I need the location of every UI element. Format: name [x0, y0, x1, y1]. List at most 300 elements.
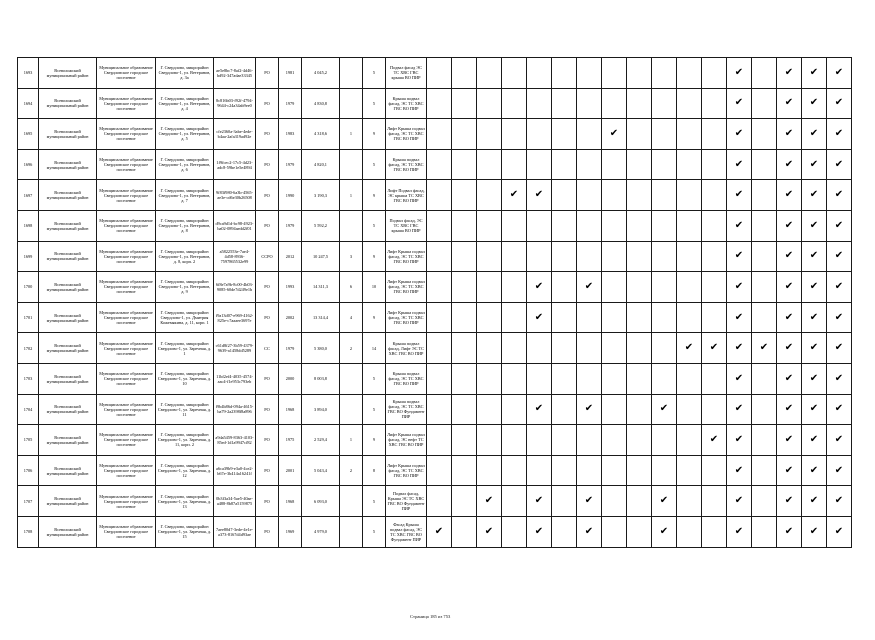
check-mark-icon: ✔ [784, 219, 794, 231]
check-cell [527, 58, 552, 89]
table-row [18, 425, 852, 456]
count-cell [340, 210, 363, 241]
check-cell [502, 516, 527, 547]
works-cell: Лифт Крыша подвал фасад, ЭС ТС ХВС ГВС ВО ПИР [386, 455, 427, 486]
check-cell [752, 516, 777, 547]
check-cell [752, 363, 777, 394]
check-cell [802, 88, 827, 119]
check-mark-icon: ✔ [784, 127, 794, 139]
check-cell [502, 486, 527, 517]
check-cell [627, 180, 652, 211]
year-cell: 2002 [279, 302, 302, 333]
district-cell: Всеволожский муниципальный район [39, 455, 97, 486]
check-cell [652, 425, 677, 456]
check-mark-icon: ✔ [659, 495, 669, 507]
check-mark-icon: ✔ [759, 342, 769, 354]
check-cell [627, 516, 652, 547]
check-cell [427, 272, 452, 303]
check-mark-icon: ✔ [809, 372, 819, 384]
check-cell [827, 455, 852, 486]
check-cell [552, 58, 577, 89]
check-cell [802, 363, 827, 394]
check-cell [427, 241, 452, 272]
municipality-cell: Муниципальное образование Свердловское городское поселение [97, 210, 156, 241]
check-cell [827, 333, 852, 364]
check-cell [577, 363, 602, 394]
check-cell [677, 272, 702, 303]
table-row [18, 241, 852, 272]
works-cell: Крыша подвал фасад, ЭС ТС ХВС ГВС ВО Фундамент ПИР [386, 394, 427, 425]
year-cell: 1979 [279, 88, 302, 119]
check-mark-icon: ✔ [809, 403, 819, 415]
uid-cell: 8c816b03-f92f-4794-9644-c24a34ab9ee0 [214, 88, 256, 119]
check-mark-icon: ✔ [659, 525, 669, 537]
table-row [18, 302, 852, 333]
address-cell: Г. Свердлово, микрорайон Свердлово-1, ул. Ветеранов, д. 4 [156, 88, 214, 119]
check-mark-icon: ✔ [809, 97, 819, 109]
uid-cell: 1f9fcec2-17c5-4d23-adc8-59be1e5e4894 [214, 149, 256, 180]
municipality-cell: Муниципальное образование Свердловское городское поселение [97, 516, 156, 547]
check-cell [452, 210, 477, 241]
check-cell [802, 119, 827, 150]
check-cell [527, 149, 552, 180]
municipality-cell: Муниципальное образование Свердловское городское поселение [97, 241, 156, 272]
municipality-cell: Муниципальное образование Свердловское городское поселение [97, 58, 156, 89]
record-number: 1693 [18, 58, 39, 89]
works-cell: Лифт Крыша подвал фасад, ЭС ТС ХВС ГВС ВО ПИР [386, 302, 427, 333]
check-cell [527, 272, 552, 303]
year-cell: 1969 [279, 516, 302, 547]
area-cell: 3 894,0 [302, 394, 340, 425]
count-cell: 4 [340, 302, 363, 333]
municipality-cell: Муниципальное образование Свердловское городское поселение [97, 425, 156, 456]
check-cell [602, 241, 627, 272]
count-cell: 5 [363, 58, 386, 89]
count-cell: 5 [363, 210, 386, 241]
check-cell [552, 394, 577, 425]
check-cell [552, 516, 577, 547]
check-mark-icon: ✔ [784, 280, 794, 292]
district-cell: Всеволожский муниципальный район [39, 149, 97, 180]
check-cell [777, 180, 802, 211]
check-cell [477, 180, 502, 211]
check-cell [702, 149, 727, 180]
check-cell [577, 486, 602, 517]
check-cell [827, 149, 852, 180]
check-mark-icon: ✔ [734, 403, 744, 415]
type-cell: ССРО [256, 241, 279, 272]
address-cell: Г. Свердлово, микрорайон Свердлово-1, ул. Ветеранов, д. 8, корп. 2 [156, 241, 214, 272]
check-mark-icon: ✔ [734, 495, 744, 507]
check-cell [777, 363, 802, 394]
check-cell [477, 333, 502, 364]
check-cell [427, 88, 452, 119]
year-cell: 1993 [279, 272, 302, 303]
check-cell [677, 516, 702, 547]
check-mark-icon: ✔ [784, 97, 794, 109]
check-mark-icon: ✔ [709, 342, 719, 354]
check-cell [652, 363, 677, 394]
check-cell [827, 363, 852, 394]
check-cell [452, 333, 477, 364]
check-mark-icon: ✔ [834, 525, 844, 537]
area-cell: 14 311,3 [302, 272, 340, 303]
works-cell: Крыша подвал фасад, Лифт ЭС ТС ХВС ГВС ВО ПИР [386, 333, 427, 364]
check-cell [477, 241, 502, 272]
count-cell: 5 [363, 516, 386, 547]
check-cell [527, 88, 552, 119]
check-mark-icon: ✔ [734, 311, 744, 323]
check-cell [827, 394, 852, 425]
works-cell: Лифт Крыша подвал фасад, ЭС ТС ХВС ГВС ВО ПИР [386, 272, 427, 303]
check-cell [502, 58, 527, 89]
check-cell [577, 425, 602, 456]
check-cell [827, 241, 852, 272]
check-cell [677, 394, 702, 425]
check-mark-icon: ✔ [784, 495, 794, 507]
count-cell [340, 88, 363, 119]
check-cell [702, 210, 727, 241]
check-mark-icon: ✔ [784, 433, 794, 445]
count-cell: 1 [340, 119, 363, 150]
check-cell [727, 210, 752, 241]
check-cell [577, 149, 602, 180]
check-mark-icon: ✔ [834, 311, 844, 323]
municipality-cell: Муниципальное образование Свердловское городское поселение [97, 333, 156, 364]
check-cell [702, 272, 727, 303]
check-cell [477, 455, 502, 486]
check-cell [677, 119, 702, 150]
type-cell: РО [256, 58, 279, 89]
check-cell [752, 486, 777, 517]
check-cell [677, 180, 702, 211]
table-row [18, 149, 852, 180]
area-cell: 6 093,0 [302, 486, 340, 517]
check-cell [777, 210, 802, 241]
check-cell [427, 455, 452, 486]
check-cell [552, 455, 577, 486]
uid-cell: 9f83f980-6a3b-4565-ae3e-cd6e30b26508 [214, 180, 256, 211]
check-cell [627, 486, 652, 517]
check-cell [552, 149, 577, 180]
check-cell [752, 58, 777, 89]
check-cell [527, 363, 552, 394]
works-cell: Лифт Крыша подвал фасад, ЭС ТС ХВС ГВС ВО ПИР [386, 119, 427, 150]
check-cell [777, 241, 802, 272]
check-cell [702, 394, 727, 425]
works-cell: Лифт Подвал фасад, ЭС крыша ТС ХВС ГВС ВО ПИР [386, 180, 427, 211]
address-cell: Г. Свердлово, микрорайон Свердлово-1, ул. Ветеранов, д. 5 [156, 119, 214, 150]
type-cell: СС [256, 333, 279, 364]
check-cell [477, 425, 502, 456]
municipality-cell: Муниципальное образование Свердловское городское поселение [97, 486, 156, 517]
check-cell [552, 88, 577, 119]
check-cell [677, 88, 702, 119]
record-number: 1698 [18, 210, 39, 241]
check-cell [552, 425, 577, 456]
table-row [18, 180, 852, 211]
count-cell: 6 [340, 272, 363, 303]
area-cell: 4 045,2 [302, 58, 340, 89]
check-mark-icon: ✔ [784, 525, 794, 537]
check-mark-icon: ✔ [734, 525, 744, 537]
district-cell: Всеволожский муниципальный район [39, 58, 97, 89]
check-cell [502, 394, 527, 425]
municipality-cell: Муниципальное образование Свердловское городское поселение [97, 302, 156, 333]
check-cell [477, 210, 502, 241]
record-number: 1697 [18, 180, 39, 211]
count-cell: 5 [363, 486, 386, 517]
check-cell [502, 425, 527, 456]
check-cell [727, 333, 752, 364]
check-cell [602, 425, 627, 456]
table-row [18, 272, 852, 303]
record-number: 1706 [18, 455, 39, 486]
record-number: 1694 [18, 88, 39, 119]
check-cell [452, 363, 477, 394]
count-cell: 5 [363, 149, 386, 180]
check-cell [552, 241, 577, 272]
check-cell [702, 241, 727, 272]
check-cell [602, 88, 627, 119]
record-number: 1700 [18, 272, 39, 303]
uid-cell: d9ca9d1d-bc98-4923-ba02-0894aedd2f01 [214, 210, 256, 241]
check-mark-icon: ✔ [809, 66, 819, 78]
record-number: 1707 [18, 486, 39, 517]
check-cell [552, 302, 577, 333]
check-cell [502, 455, 527, 486]
district-cell: Всеволожский муниципальный район [39, 180, 97, 211]
check-cell [652, 516, 677, 547]
count-cell: 5 [363, 88, 386, 119]
check-cell [802, 333, 827, 364]
address-cell: Г. Свердлово, микрорайон Свердлово-1, ул. Заречная, д. 10 [156, 363, 214, 394]
count-cell: 1 [340, 425, 363, 456]
check-cell [752, 180, 777, 211]
check-cell [452, 516, 477, 547]
table-row [18, 210, 852, 241]
check-cell [477, 363, 502, 394]
check-mark-icon: ✔ [834, 66, 844, 78]
municipality-cell: Муниципальное образование Свердловское городское поселение [97, 88, 156, 119]
check-mark-icon: ✔ [734, 433, 744, 445]
year-cell: 2000 [279, 363, 302, 394]
count-cell: 9 [363, 180, 386, 211]
check-cell [602, 210, 627, 241]
check-cell [527, 210, 552, 241]
check-mark-icon: ✔ [734, 219, 744, 231]
check-cell [577, 119, 602, 150]
area-cell: 5 380,0 [302, 333, 340, 364]
table-row [18, 516, 852, 547]
municipality-cell: Муниципальное образование Свердловское городское поселение [97, 363, 156, 394]
check-cell [452, 455, 477, 486]
check-cell [502, 302, 527, 333]
check-cell [627, 88, 652, 119]
district-cell: Всеволожский муниципальный район [39, 363, 97, 394]
check-cell [452, 180, 477, 211]
check-cell [527, 119, 552, 150]
check-mark-icon: ✔ [534, 311, 544, 323]
district-cell: Всеволожский муниципальный район [39, 425, 97, 456]
check-cell [502, 241, 527, 272]
register-table [17, 57, 852, 548]
check-cell [577, 333, 602, 364]
check-mark-icon: ✔ [659, 403, 669, 415]
year-cell: 1979 [279, 333, 302, 364]
check-cell [777, 333, 802, 364]
municipality-cell: Муниципальное образование Свердловское городское поселение [97, 180, 156, 211]
check-cell [502, 149, 527, 180]
check-cell [652, 58, 677, 89]
check-cell [527, 425, 552, 456]
check-cell [602, 486, 627, 517]
check-cell [727, 425, 752, 456]
check-mark-icon: ✔ [834, 219, 844, 231]
check-cell [502, 210, 527, 241]
check-cell [527, 455, 552, 486]
check-cell [552, 486, 577, 517]
check-cell [452, 119, 477, 150]
check-mark-icon: ✔ [509, 189, 519, 201]
works-cell: Подвал фасад ЭС ТС ХВС ГВС крыша ВО ПИР [386, 58, 427, 89]
check-cell [502, 333, 527, 364]
district-cell: Всеволожский муниципальный район [39, 486, 97, 517]
check-cell [677, 363, 702, 394]
check-mark-icon: ✔ [809, 311, 819, 323]
check-mark-icon: ✔ [834, 372, 844, 384]
type-cell: РО [256, 88, 279, 119]
check-cell [577, 455, 602, 486]
address-cell: Г. Свердлово, микрорайон Свердлово-1, ул. Дмитрия Кожемякина, д. 11, корп. 1 [156, 302, 214, 333]
check-mark-icon: ✔ [484, 495, 494, 507]
check-cell [802, 180, 827, 211]
check-cell [477, 272, 502, 303]
check-cell [827, 486, 852, 517]
check-cell [427, 333, 452, 364]
check-cell [752, 210, 777, 241]
address-cell: Г. Свердлово, микрорайон Свердлово-1, ул. Заречная, д. 15 [156, 516, 214, 547]
check-mark-icon: ✔ [784, 311, 794, 323]
year-cell: 1979 [279, 149, 302, 180]
check-cell [577, 58, 602, 89]
check-cell [677, 333, 702, 364]
record-number: 1703 [18, 363, 39, 394]
check-cell [802, 455, 827, 486]
count-cell: 9 [363, 302, 386, 333]
check-cell [777, 272, 802, 303]
check-cell [727, 363, 752, 394]
type-cell: РО [256, 119, 279, 150]
check-cell [652, 119, 677, 150]
district-cell: Всеволожский муниципальный район [39, 394, 97, 425]
check-cell [727, 486, 752, 517]
check-mark-icon: ✔ [809, 525, 819, 537]
check-cell [827, 119, 852, 150]
check-cell [677, 425, 702, 456]
check-cell [627, 58, 652, 89]
check-mark-icon: ✔ [834, 495, 844, 507]
uid-cell: 7aee80d7-3ede-4e1e-a373-8167d4d93ae [214, 516, 256, 547]
check-mark-icon: ✔ [434, 525, 444, 537]
check-cell [777, 486, 802, 517]
check-mark-icon: ✔ [534, 280, 544, 292]
uid-cell: cfe2360a-3abe-4ede-b4aa-2afa319ad92e [214, 119, 256, 150]
check-cell [552, 272, 577, 303]
record-number: 1701 [18, 302, 39, 333]
check-cell [652, 210, 677, 241]
type-cell: РО [256, 425, 279, 456]
check-cell [727, 516, 752, 547]
check-cell [802, 58, 827, 89]
check-cell [802, 486, 827, 517]
check-cell [752, 302, 777, 333]
check-cell [752, 394, 777, 425]
works-cell: Лифт Крыша подвал фасад, ЭС нефт ТС ХВС ГВС ВО ПИР [386, 425, 427, 456]
check-cell [477, 58, 502, 89]
address-cell: Г. Свердлово, микрорайон Свердлово-1, ул. Заречная, д. 12 [156, 455, 214, 486]
table-row [18, 88, 852, 119]
check-cell [752, 455, 777, 486]
check-mark-icon: ✔ [809, 219, 819, 231]
check-cell [502, 119, 527, 150]
check-cell [527, 302, 552, 333]
check-cell [652, 486, 677, 517]
uid-cell: a5822553e-7ae4-4d58-8936-7597865532e99 [214, 241, 256, 272]
check-mark-icon: ✔ [584, 403, 594, 415]
check-cell [627, 149, 652, 180]
uid-cell: ae5e8bc7-8af2-4d46-bd92-347adae33345 [214, 58, 256, 89]
district-cell: Всеволожский муниципальный район [39, 333, 97, 364]
check-cell [752, 425, 777, 456]
check-mark-icon: ✔ [834, 127, 844, 139]
check-mark-icon: ✔ [734, 127, 744, 139]
check-cell [627, 333, 652, 364]
address-cell: Г. Свердлово, микрорайон Свердлово-1, ул. Заречная, д. 13 [156, 486, 214, 517]
count-cell: 9 [363, 425, 386, 456]
check-cell [627, 241, 652, 272]
type-cell: РО [256, 180, 279, 211]
table-row [18, 119, 852, 150]
check-mark-icon: ✔ [734, 158, 744, 170]
check-cell [727, 241, 752, 272]
check-mark-icon: ✔ [484, 525, 494, 537]
area-cell: 13 314,4 [302, 302, 340, 333]
check-mark-icon: ✔ [809, 433, 819, 445]
check-cell [727, 58, 752, 89]
area-cell: 2 529,4 [302, 425, 340, 456]
check-mark-icon: ✔ [834, 342, 844, 354]
district-cell: Всеволожский муниципальный район [39, 210, 97, 241]
area-cell: 8 003,8 [302, 363, 340, 394]
check-cell [502, 180, 527, 211]
district-cell: Всеволожский муниципальный район [39, 88, 97, 119]
check-cell [827, 272, 852, 303]
check-cell [577, 210, 602, 241]
check-cell [827, 58, 852, 89]
type-cell: РО [256, 394, 279, 425]
district-cell: Всеволожский муниципальный район [39, 119, 97, 150]
check-mark-icon: ✔ [534, 495, 544, 507]
check-mark-icon: ✔ [734, 250, 744, 262]
count-cell: 1 [340, 180, 363, 211]
type-cell: РО [256, 486, 279, 517]
check-mark-icon: ✔ [784, 403, 794, 415]
check-mark-icon: ✔ [734, 464, 744, 476]
check-mark-icon: ✔ [734, 372, 744, 384]
area-cell: 4 979,0 [302, 516, 340, 547]
check-cell [802, 241, 827, 272]
